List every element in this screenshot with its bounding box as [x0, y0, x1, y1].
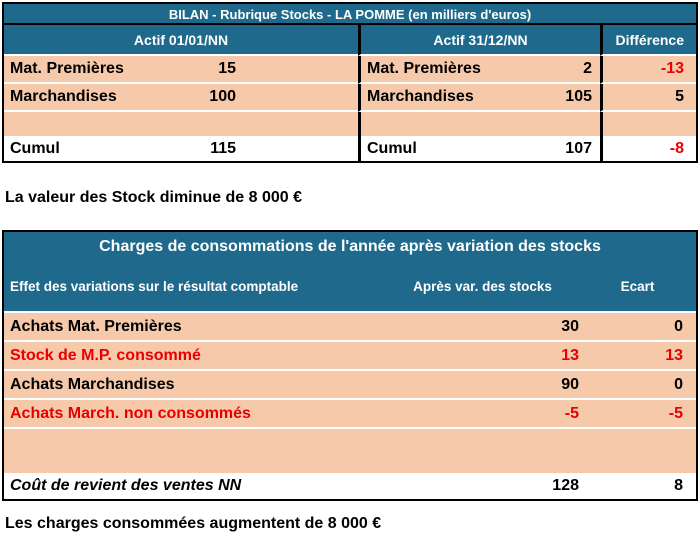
row-ecart-value: 13 [665, 346, 683, 364]
col-header-after-var: Après var. des stocks [413, 278, 552, 294]
total-row-cell [358, 136, 600, 161]
total-ecart-value: 8 [674, 477, 683, 494]
row-difference: 5 [600, 84, 696, 112]
row-label: Stock de M.P. consommé [10, 346, 201, 364]
stocks-decrease-note: La valeur des Stock diminue de 8 000 € [5, 189, 303, 206]
row-ecart-value: 0 [674, 375, 683, 393]
col-header-actif-3112: Actif 31/12/NN [358, 25, 600, 56]
col-header-effect: Effet des variations sur le résultat comptable [10, 278, 299, 294]
row-ecart-value: -5 [668, 404, 683, 422]
row-value: 2 [583, 60, 592, 77]
bilan-stocks-table [2, 2, 698, 163]
charges-table-header [4, 261, 696, 311]
total-label: Cumul [10, 139, 60, 157]
table-row-cell [4, 84, 358, 112]
total-difference: -8 [600, 136, 696, 161]
empty-row-cell [358, 112, 600, 136]
charges-increase-note: Les charges consommées augmentent de 8 000 € [5, 515, 382, 532]
total-label: Cumul [367, 139, 417, 157]
row-after-value: 90 [561, 375, 579, 393]
table-row-cell [358, 56, 600, 84]
table-row [4, 340, 696, 369]
row-label: Achats Mat. Premières [10, 317, 182, 335]
row-label: Achats March. non consommés [10, 404, 251, 422]
total-value: 115 [210, 139, 236, 157]
table-row-cell [4, 56, 358, 84]
row-after-value: -5 [564, 404, 579, 422]
row-label: Marchandises [367, 88, 474, 105]
total-after-value: 128 [552, 477, 579, 494]
total-row-cell [4, 136, 358, 161]
table-row-cell [358, 84, 600, 112]
row-ecart-value: 0 [674, 317, 683, 335]
table-row [4, 369, 696, 398]
row-label: Marchandises [10, 88, 117, 105]
total-value: 107 [565, 139, 592, 157]
total-label: Coût de revient des ventes NN [10, 477, 242, 494]
row-after-value: 30 [561, 317, 579, 335]
col-header-ecart: Ecart [620, 278, 655, 294]
bilan-table-title: BILAN - Rubrique Stocks - LA POMME (en milliers d'euros) [4, 4, 696, 25]
bilan-table-grid [4, 25, 696, 161]
charges-table-title: Charges de consommations de l'année après variation des stocks [4, 232, 696, 261]
charges-table [2, 230, 698, 501]
row-after-value: 13 [561, 346, 579, 364]
row-difference: -13 [600, 56, 696, 84]
col-header-actif-0101: Actif 01/01/NN [4, 25, 358, 56]
row-value: 15 [218, 60, 236, 77]
total-row [4, 473, 696, 499]
empty-row-cell [4, 112, 358, 136]
col-header-difference: Différence [600, 25, 696, 56]
row-value: 100 [209, 88, 236, 105]
table-row [4, 398, 696, 427]
row-label: Mat. Premières [367, 60, 481, 77]
empty-row-cell [600, 112, 696, 136]
row-label: Mat. Premières [10, 60, 124, 77]
row-label: Achats Marchandises [10, 375, 175, 393]
row-value: 105 [565, 88, 592, 105]
empty-row [4, 427, 696, 473]
table-row [4, 311, 696, 340]
